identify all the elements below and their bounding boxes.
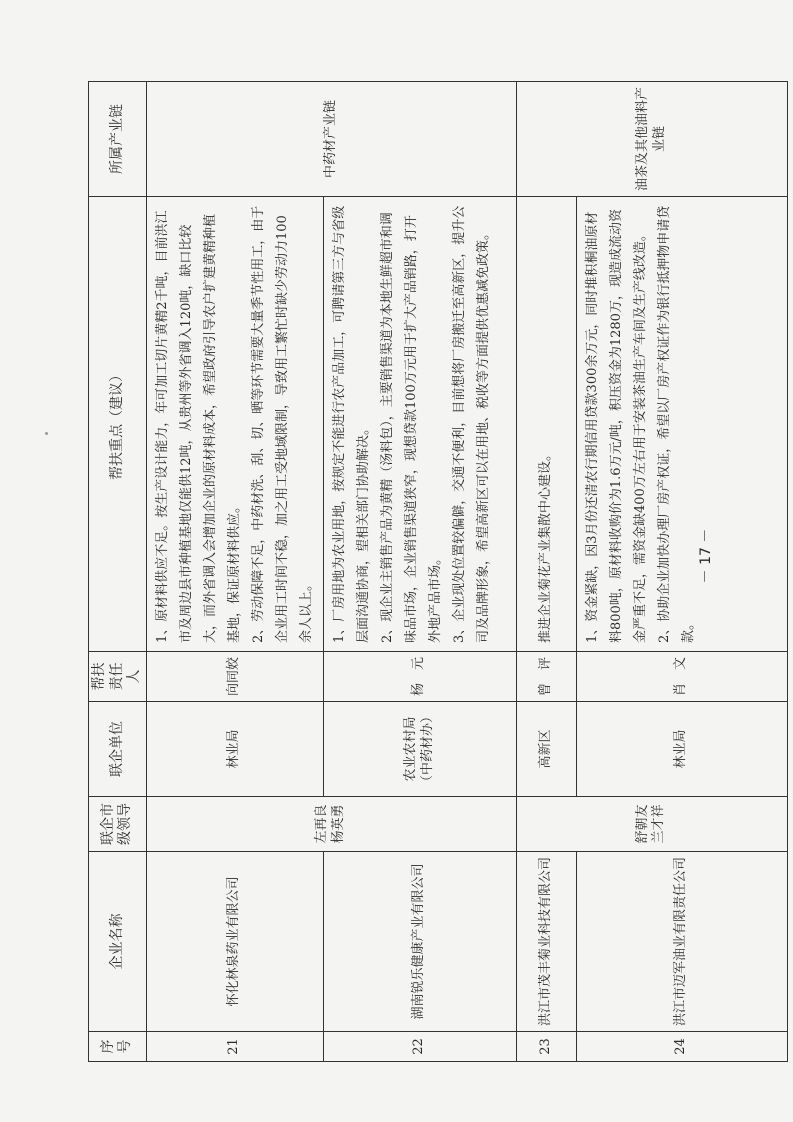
header-row <box>89 82 147 1062</box>
scan-speck <box>45 432 48 435</box>
row-company: 洪江市迈军油业有限责任公司 <box>576 852 787 1032</box>
row-unit: 农业农村局（中药材办） <box>323 702 516 797</box>
row-unit: 林业局 <box>146 702 323 797</box>
header-seq: 序号 <box>89 1032 147 1062</box>
header-unit: 联企单位 <box>89 702 147 797</box>
row-company: 洪江市茂丰菊业科技有限公司 <box>516 852 576 1032</box>
rotated-table-wrapper <box>88 82 756 1062</box>
row-leader <box>146 797 516 852</box>
focus-item: 2、劳动保障不足，中药材洗、刮、切、晒等环节需要大量季节性用工，由于企业用工时间不稳，加之用工受地域限制，导致用工繁忙时缺少劳动力100余人以上。 <box>250 205 314 643</box>
row-leader <box>516 797 787 852</box>
leader-names: 左再良 杨英勇 <box>314 804 346 844</box>
row-focus <box>516 197 576 652</box>
table-row <box>323 82 516 1062</box>
focus-item: 2、协助企业加快办理厂房产权证，希望以厂房产权证作为银行抵押物申请贷款。 <box>656 205 696 643</box>
header-company: 企业名称 <box>89 852 147 1032</box>
focus-item: 推进企业菊花产业集散中心建设。 <box>538 447 553 643</box>
header-focus: 帮扶重点（建议） <box>89 197 147 652</box>
focus-item: 1、原材料供应不足。按生产设计能力，年可加工切片黄精2千吨，目前洪江市及周边县市种植基地仅能供12吨，从贵州等外省调入120吨，缺口比较大，而外省调入会增加企业的原材料成本，希望政府引导农户扩建黄精种植基地，保证原材料供应。 <box>154 210 242 643</box>
row-person: 肖 文 <box>576 652 787 702</box>
focus-item: 3、企业现处位置较偏僻，交通不便利，目前想将厂房搬迁至高新区，提升公司及品牌形象，希望高新区可以在用地、税收等方面提供优惠减免政策。 <box>451 205 491 643</box>
row-seq: 22 <box>323 1032 516 1062</box>
row-person: 杨 元 <box>323 652 516 702</box>
row-chain: 油茶及其他油料产业链 <box>516 82 787 197</box>
row-company: 怀化林泉药业有限公司 <box>146 852 323 1032</box>
row-seq: 23 <box>516 1032 576 1062</box>
table-row <box>146 82 323 1062</box>
focus-item: 2、现企业主销售产品为黄精（汤料包），主要销售渠道为本地生鲜超市和调味品市场，企业销售渠道狭窄，现想贷款100万元用于扩大产品销路，打开外地产品市场。 <box>379 212 443 643</box>
row-focus <box>323 197 516 652</box>
row-focus <box>146 197 323 652</box>
row-person: 向同姣 <box>146 652 323 702</box>
focus-item: 1、资金紧缺，因3月份还清农行期信用贷款300余万元，同时堆积桐油原材料800吨，原材料收购价为1.6万元/吨，积压资金为1280万，现造成流动资金严重不足，需资金缺400万左右用于安装茶油生产车间及生产线改造。 <box>584 209 648 643</box>
header-leader: 联企市级领导 <box>89 797 147 852</box>
row-person: 曾 评 <box>516 652 576 702</box>
page-number: － 17 － <box>698 528 714 584</box>
leader-names: 舒朝友 兰才祥 <box>634 804 667 844</box>
assistance-table <box>88 81 788 1062</box>
table-row <box>516 82 576 1062</box>
header-chain: 所属产业链 <box>89 82 147 197</box>
row-seq: 24 <box>576 1032 787 1062</box>
row-focus <box>576 197 787 652</box>
row-seq: 21 <box>146 1032 323 1062</box>
row-company: 湖南锐乐健康产业有限公司 <box>323 852 516 1032</box>
focus-item: 1、厂房用地为农业用地，按规定不能进行农产品加工，可聘请第三方与省级层面沟通协商，望相关部门协助解决。 <box>331 205 371 643</box>
header-person: 帮扶责任人 <box>89 652 147 702</box>
row-unit: 林业局 <box>576 702 787 797</box>
row-unit: 高新区 <box>516 702 576 797</box>
row-chain: 中药材产业链 <box>146 82 516 197</box>
table-row <box>576 82 787 1062</box>
